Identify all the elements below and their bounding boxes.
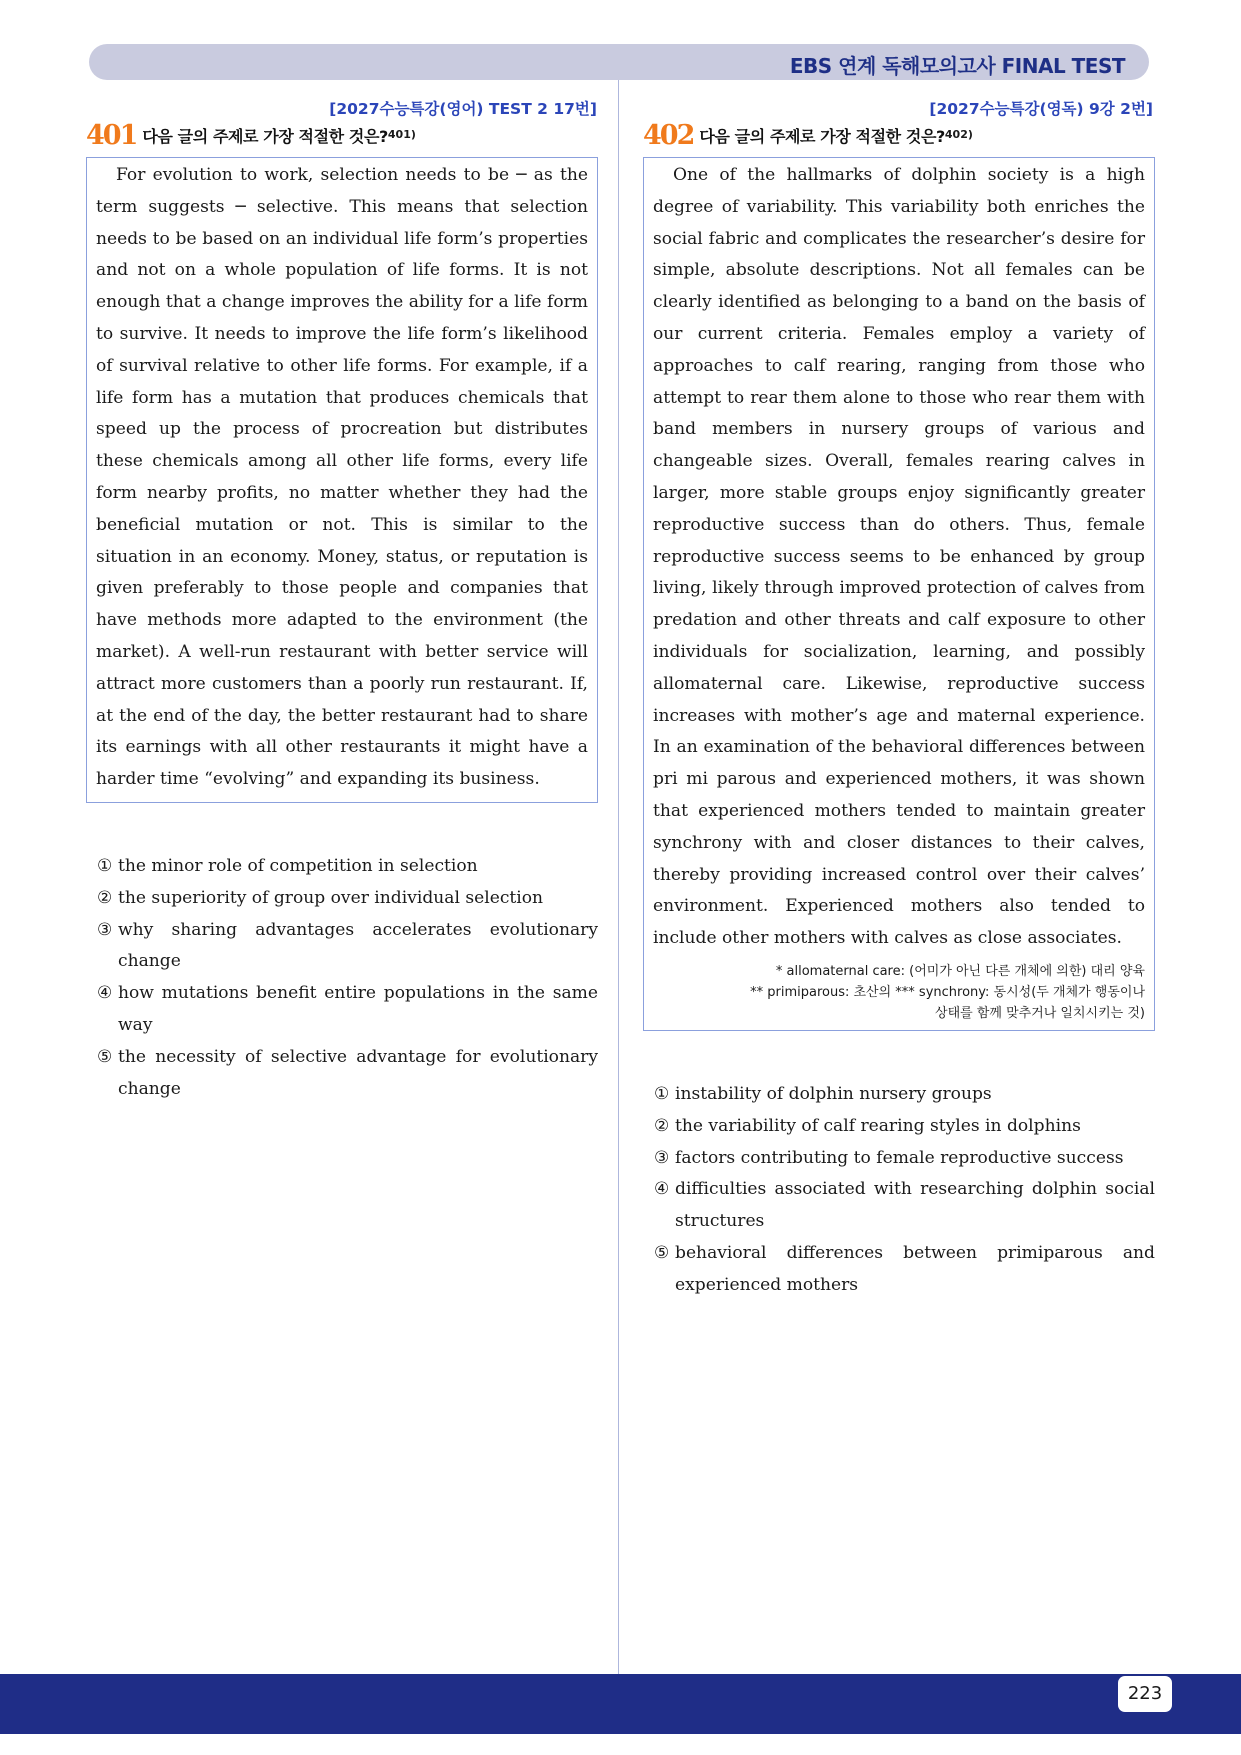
answer-option-3[interactable]: [97, 915, 598, 979]
option-marker: ④: [654, 1179, 670, 1200]
footnote-line: 상태를 함께 맞추거나 일치시키는 것): [935, 1005, 1145, 1021]
answer-option-1[interactable]: [654, 1079, 1155, 1111]
answer-options-401: [97, 851, 598, 1105]
option-marker: ④: [97, 983, 113, 1004]
option-text: factors contributing to female reproductive success: [675, 1147, 1124, 1168]
option-text: the minor role of competition in selection: [118, 856, 478, 876]
question-source-401: [2027수능특강(영어) TEST 2 17번]: [329, 100, 597, 118]
answer-option-3[interactable]: [654, 1143, 1155, 1175]
question-header-402: [643, 120, 973, 151]
footnote-ref: 401): [387, 128, 416, 141]
question-header-401: [86, 120, 416, 151]
option-marker: ②: [97, 887, 113, 908]
option-text: instability of dolphin nursery groups: [675, 1084, 992, 1104]
answer-option-2[interactable]: [97, 883, 598, 915]
column-divider: [618, 80, 619, 1674]
option-text: behavioral differences between primiparous and experienced mothers: [675, 1242, 1155, 1295]
answer-option-4[interactable]: [97, 978, 598, 1042]
option-marker: ③: [97, 919, 113, 940]
passage-box-401: [86, 157, 598, 803]
footnotes: [653, 961, 1145, 1024]
option-text: why sharing advantages accelerates evolutionary change: [118, 919, 598, 972]
option-marker: ⑤: [97, 1046, 113, 1067]
answer-option-5[interactable]: [654, 1238, 1155, 1302]
page-number: 223: [1118, 1676, 1172, 1712]
option-marker: ⑤: [654, 1242, 670, 1263]
option-marker: ①: [654, 1084, 670, 1104]
question-source-402: [2027수능특강(영독) 9강 2번]: [929, 100, 1153, 118]
header-title: EBS 연계 독해모의고사 FINAL TEST: [789, 54, 1125, 78]
passage-text-402: One of the hallmarks of dolphin society is a high degree of variability. This variability both enriches the social fabric and complicates the researcher’s desire for simple, absolute descriptions. Not all females can be clearly identified as belonging to a band on the basis of our current criteria. Females employ a variety of approaches to calf rearing, ranging from those who attempt to rear them alone to those who rear them with band members in nursery groups of various and changeable sizes. Overall, females rearing calves in larger, more stable groups enjoy significantly greater reproductive success than do others. Thus, female reproductive success seems to be enhanced by group living, likely through improved protection of calves from predation and other threats and calf exposure to other individuals for socialization, learning, and possibly allomaternal care. Likewise, reproductive success increases with mother’s age and maternal experience. In an examination of the behavioral differences between pri mi parous and experienced mothers, it was shown that experienced mothers tended to maintain greater synchrony with and closer distances to their calves, thereby providing increased control over their calves’ environment. Experienced mothers also tended to include other mothers with calves as close associates.: [653, 165, 1145, 949]
footnote-line: ** primiparous: 초산의 *** synchrony: 동시성(두 개체가 행동이나: [750, 984, 1145, 1000]
option-text: the superiority of group over individual selection: [118, 887, 544, 908]
question-prompt: 다음 글의 주제로 가장 적절한 것은?: [699, 127, 945, 146]
question-prompt: 다음 글의 주제로 가장 적절한 것은?: [142, 127, 388, 146]
answer-option-5[interactable]: [97, 1042, 598, 1106]
option-text: how mutations benefit entire populations in the same way: [118, 983, 598, 1035]
option-marker: ①: [97, 856, 113, 876]
option-marker: ②: [654, 1115, 670, 1136]
option-text: difficulties associated with researching dolphin social structures: [675, 1179, 1155, 1232]
footnote-line: * allomaternal care: (어미가 아닌 다른 개체에 의한) 대리 양육: [775, 963, 1145, 979]
passage-box-402: [643, 157, 1155, 1031]
option-text: the variability of calf rearing styles in dolphins: [675, 1115, 1081, 1136]
passage-text-401: For evolution to work, selection needs to be ─ as the term suggests ─ selective. This means that selection needs to be based on an individual life form’s properties and not on a whole population of life forms. It is not enough that a change improves the ability for a life form to survive. It needs to improve the life form’s likelihood of survival relative to other life forms. For example, if a life form has a mutation that produces chemicals that speed up the process of procreation but distributes these chemicals among all other life forms, every life form nearby profits, no matter whether they had the beneficial mutation or not. This is similar to the situation in an economy. Money, status, or reputation is given preferably to those people and companies that have methods more adapted to the environment (the market). A well-run restaurant with better service will attract more customers than a poorly run restaurant. If, at the end of the day, the better restaurant had to share its earnings with all other restaurants it might have a harder time “evolving” and expanding its business.: [96, 165, 588, 790]
option-text: the necessity of selective advantage for evolutionary change: [118, 1046, 598, 1099]
question-number: 401: [86, 120, 137, 151]
question-number: 402: [643, 120, 694, 151]
option-marker: ③: [654, 1147, 670, 1168]
answer-option-4[interactable]: [654, 1174, 1155, 1238]
answer-options-402: [654, 1079, 1155, 1302]
footnote-ref: 402): [944, 128, 973, 141]
answer-option-1[interactable]: [97, 851, 598, 883]
answer-option-2[interactable]: [654, 1111, 1155, 1143]
footer-bar: [0, 1674, 1241, 1734]
